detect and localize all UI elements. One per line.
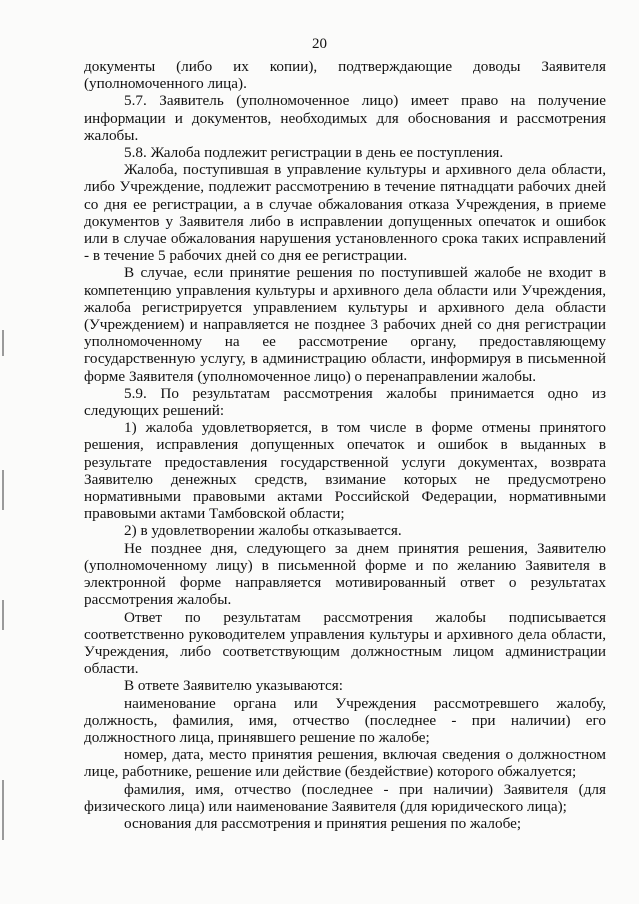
paragraph-redirection: В случае, если принятие решения по поступившей жалобе не входит в компетенцию управления культуры и архивного дела области или Учреждения, жалоба регистрируется управлением культуры и архивного дела области (Учреждением) и направляется не позднее 3 рабочих дней со дня регистрации уполномоченному на ее рассмотрение органу, предоставляющему государственную услугу, в администрацию области, информируя в письменной форме Заявителя (уполномоченное лицо) о перенаправлении жалобы. bbox=[84, 264, 606, 385]
scan-edge-mark bbox=[2, 470, 4, 510]
paragraph-5-9: 5.9. По результатам рассмотрения жалобы принимается одно из следующих решений: bbox=[84, 384, 606, 420]
page-number: 20 bbox=[312, 36, 327, 52]
list-item-response-authority: наименование органа или Учреждения рассмотревшего жалобу, должность, фамилия, имя, отчество (последнее - при наличии) его должностного лица, принявшего решение по жалобе; bbox=[84, 694, 606, 746]
paragraph-complaint-review-term: Жалоба, поступившая в управление культуры и архивного дела области, либо Учреждение, подлежит рассмотрению в течение пятнадцати рабочих дней со дня ее регистрации, а в случае обжалования отказа Учреждения, в приеме документов у Заявителя либо в исправлении допущенных опечаток и ошибок или в случае обжалования нарушения установленного срока таких исправлений - в течение 5 рабочих дней со дня ее регистрации. bbox=[84, 161, 606, 265]
list-item-response-grounds: основания для рассмотрения и принятия решения по жалобе; bbox=[124, 814, 522, 832]
list-item-response-applicant: фамилия, имя, отчество (последнее - при наличии) Заявителя (для физического лица) или наименование Заявителя (для юридического лица); bbox=[84, 780, 606, 815]
list-item-decision-1: 1) жалоба удовлетворяется, в том числе в форме отмены принятого решения, исправления допущенных опечаток и ошибок в выданных в результате предоставления государственной услуги документах, возврата Заявителю денежных средств, взимание которых не предусмотрено нормативными правовыми актами Российской Федерации, нормативными правовыми актами Тамбовской области; bbox=[84, 419, 606, 523]
scan-edge-mark bbox=[2, 600, 4, 630]
list-item-response-decision-details: номер, дата, место принятия решения, включая сведения о должностном лице, работнике, решение или действие (бездействие) которого обжалуется; bbox=[84, 746, 606, 781]
paragraph-5-8: 5.8. Жалоба подлежит регистрации в день ее поступления. bbox=[124, 144, 504, 162]
scan-edge-mark bbox=[2, 330, 4, 356]
paragraph-response-signature: Ответ по результатам рассмотрения жалобы подписывается соответственно руководителем управления культуры и архивного дела области, Учреждения, либо соответствующим должностным лицом администрации области. bbox=[84, 608, 606, 678]
scan-edge-mark bbox=[2, 780, 4, 840]
paragraph-continuation: документы (либо их копии), подтверждающие доводы Заявителя (уполномоченного лица). bbox=[84, 58, 606, 93]
paragraph-5-7: 5.7. Заявитель (уполномоченное лицо) имеет право на получение информации и документов, необходимых для обоснования и рассмотрения жалобы. bbox=[84, 92, 606, 144]
paragraph-response-deadline: Не позднее дня, следующего за днем принятия решения, Заявителю (уполномоченному лицу) в письменной форме и по желанию Заявителя в электронной форме направляется мотивированный ответ о результатах рассмотрения жалобы. bbox=[84, 539, 606, 609]
list-item-decision-2: 2) в удовлетворении жалобы отказывается. bbox=[124, 522, 402, 540]
paragraph-response-contents-intro: В ответе Заявителю указываются: bbox=[124, 677, 344, 695]
document-body bbox=[84, 58, 606, 832]
